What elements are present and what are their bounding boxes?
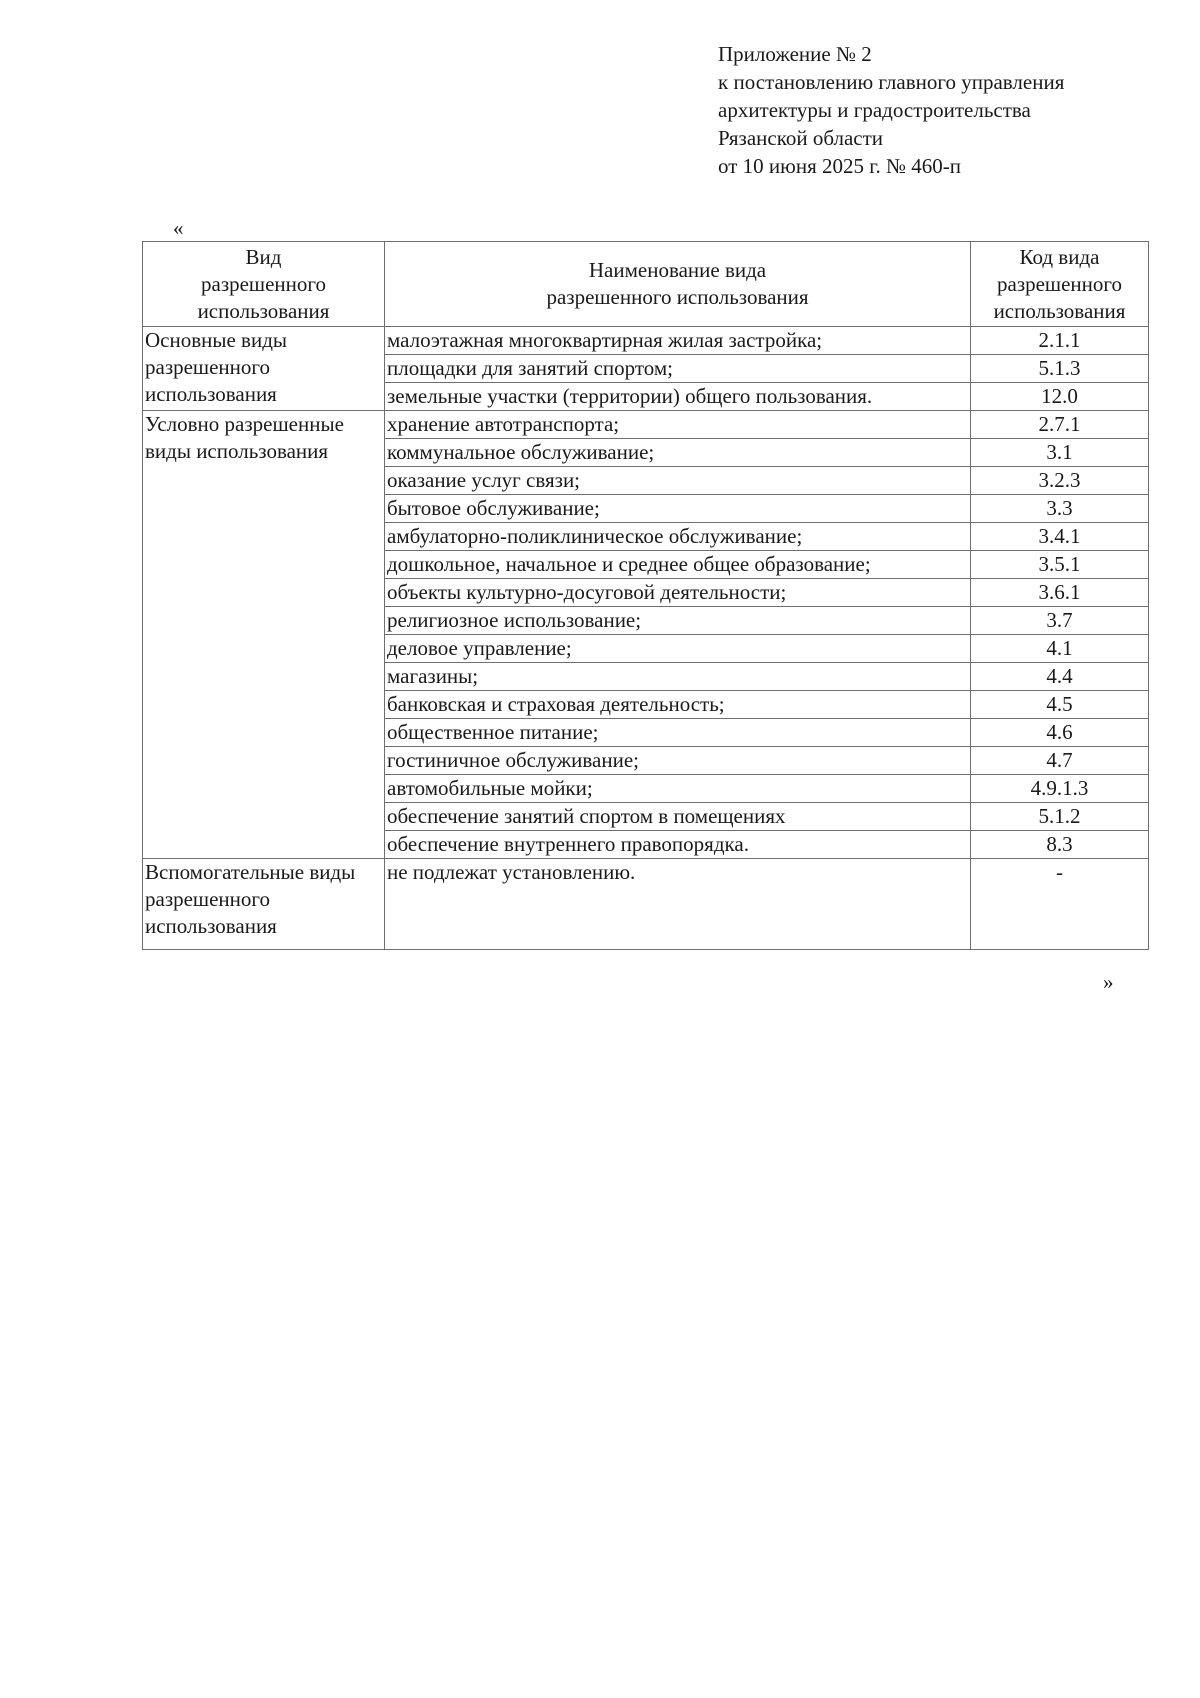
use-code-cell: 3.1 [971, 439, 1149, 467]
use-name-cell: малоэтажная многоквартирная жилая застройка; [385, 327, 971, 355]
use-code-cell: 2.1.1 [971, 327, 1149, 355]
header-line-region: Рязанской области [718, 126, 884, 150]
opening-quote: « [173, 216, 184, 240]
use-code-cell: 8.3 [971, 831, 1149, 859]
appendix-title: Приложение № 2 [718, 42, 872, 66]
use-name-cell: религиозное использование; [385, 607, 971, 635]
use-code-cell: 4.7 [971, 747, 1149, 775]
use-code-cell: 4.4 [971, 663, 1149, 691]
use-code-cell: 4.6 [971, 719, 1149, 747]
use-name-cell: гостиничное обслуживание; [385, 747, 971, 775]
header-line-department: архитектуры и градостроительства [718, 98, 1031, 122]
use-code-cell: 3.7 [971, 607, 1149, 635]
use-code-cell: 3.4.1 [971, 523, 1149, 551]
use-name-cell: дошкольное, начальное и среднее общее образование; [385, 551, 971, 579]
use-name-cell: объекты культурно-досуговой деятельности; [385, 579, 971, 607]
use-code-cell: - [971, 859, 1149, 950]
header-use-type: Вид разрешенного использования [143, 242, 385, 327]
use-name-cell: площадки для занятий спортом; [385, 355, 971, 383]
use-code-cell: 3.5.1 [971, 551, 1149, 579]
use-code-cell: 4.5 [971, 691, 1149, 719]
use-code-cell: 4.1 [971, 635, 1149, 663]
use-name-cell: амбулаторно-поликлиническое обслуживание; [385, 523, 971, 551]
header-use-code: Код вида разрешенного использования [971, 242, 1149, 327]
use-name-cell: оказание услуг связи; [385, 467, 971, 495]
table-body [143, 327, 1149, 950]
use-name-cell: общественное питание; [385, 719, 971, 747]
use-name-cell: земельные участки (территории) общего пользования. [385, 383, 971, 411]
use-category-cell: Основные виды разрешенного использования [143, 327, 385, 411]
use-category-cell: Вспомогательные виды разрешенного использования [143, 859, 385, 950]
use-code-cell: 3.3 [971, 495, 1149, 523]
use-code-cell: 12.0 [971, 383, 1149, 411]
table-header-row [143, 242, 1149, 327]
land-use-table [142, 241, 1149, 950]
table-row [143, 859, 1149, 950]
use-code-cell: 4.9.1.3 [971, 775, 1149, 803]
use-code-cell: 5.1.3 [971, 355, 1149, 383]
use-name-cell: бытовое обслуживание; [385, 495, 971, 523]
use-name-cell: магазины; [385, 663, 971, 691]
use-name-cell: хранение автотранспорта; [385, 411, 971, 439]
table-row [143, 327, 1149, 355]
use-name-cell: не подлежат установлению. [385, 859, 971, 950]
use-code-cell: 3.2.3 [971, 467, 1149, 495]
header-line-decree: к постановлению главного управления [718, 70, 1065, 94]
use-name-cell: обеспечение внутреннего правопорядка. [385, 831, 971, 859]
use-name-cell: автомобильные мойки; [385, 775, 971, 803]
header-use-name: Наименование вида разрешенного использования [385, 242, 971, 327]
closing-quote: » [1103, 970, 1114, 994]
use-name-cell: обеспечение занятий спортом в помещениях [385, 803, 971, 831]
use-code-cell: 5.1.2 [971, 803, 1149, 831]
use-name-cell: коммунальное обслуживание; [385, 439, 971, 467]
use-name-cell: деловое управление; [385, 635, 971, 663]
table-row [143, 411, 1149, 439]
use-name-cell: банковская и страховая деятельность; [385, 691, 971, 719]
use-code-cell: 3.6.1 [971, 579, 1149, 607]
appendix-header [718, 40, 1064, 180]
header-line-date: от 10 июня 2025 г. № 460-п [718, 154, 961, 178]
use-code-cell: 2.7.1 [971, 411, 1149, 439]
use-category-cell: Условно разрешенные виды использования [143, 411, 385, 859]
